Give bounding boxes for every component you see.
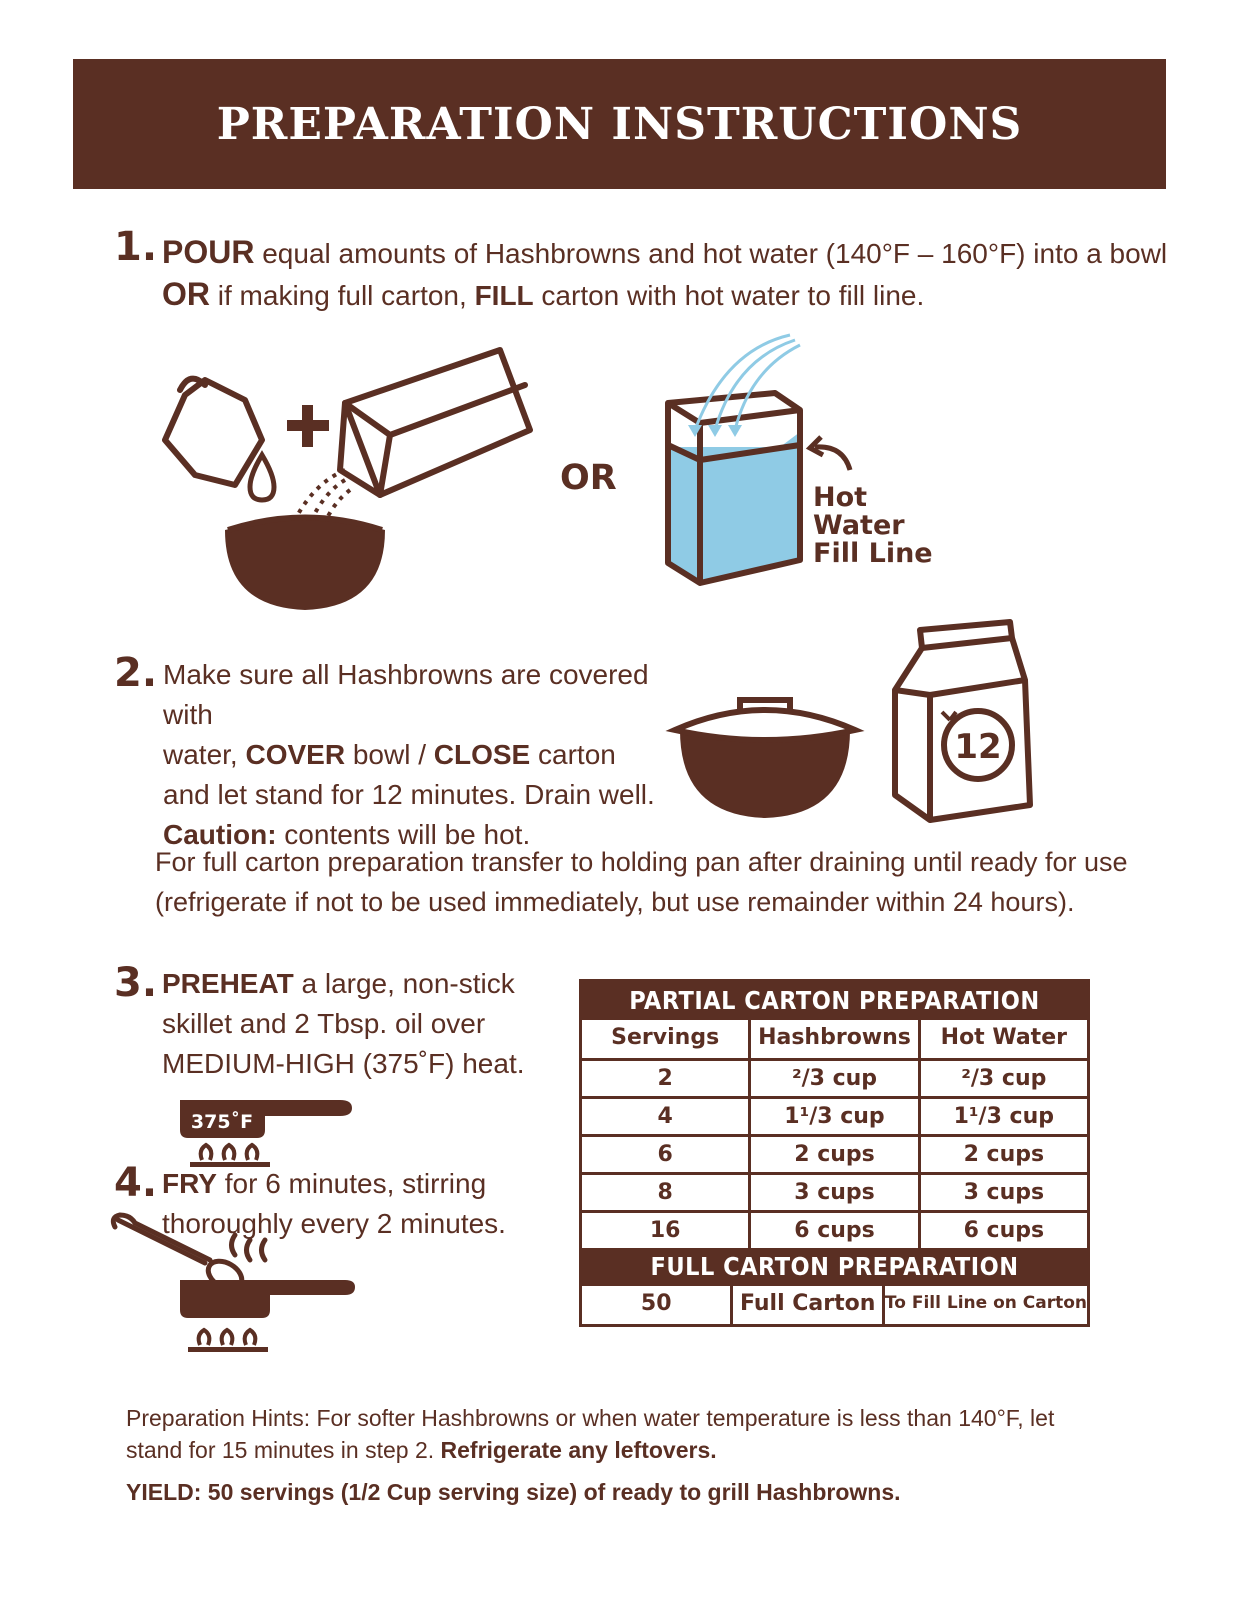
table-row bbox=[582, 1096, 1087, 1134]
step-2-cover-keyword: COVER bbox=[245, 739, 346, 770]
full-carton-note bbox=[155, 842, 1215, 922]
step-4-line2: thoroughly every 2 minutes. bbox=[162, 1208, 506, 1239]
step-1-line2-end: carton with hot water to fill line. bbox=[533, 280, 925, 311]
table-header-row bbox=[582, 1020, 1087, 1058]
step-1-or-keyword: OR bbox=[162, 276, 210, 312]
hashbrowns-cell: 2 cups bbox=[748, 1137, 917, 1172]
step-2-line2c: bowl / bbox=[345, 739, 434, 770]
title-banner bbox=[73, 59, 1166, 189]
hints-line2: stand for 15 minutes in step 2. bbox=[126, 1437, 441, 1463]
preparation-hints bbox=[126, 1402, 1206, 1466]
servings-cell: 4 bbox=[657, 1104, 673, 1129]
step-2-line3: and let stand for 12 minutes. Drain well. bbox=[163, 779, 655, 810]
full-carton-note-line2: (refrigerate if not to be used immediately, but use remainder within 24 hours). bbox=[155, 887, 1075, 917]
table-row bbox=[582, 1172, 1087, 1210]
measuring-cup-icon bbox=[165, 380, 262, 485]
step-1-line2: if making full carton, bbox=[210, 280, 475, 311]
servings-cell: 8 bbox=[657, 1180, 673, 1205]
burner-flame-icon bbox=[201, 1145, 258, 1160]
frying-illustration bbox=[110, 1215, 360, 1395]
water-drop-icon bbox=[250, 455, 274, 500]
plus-icon bbox=[287, 405, 329, 447]
timer-value: 12 bbox=[954, 727, 1002, 767]
column-header-servings: Servings bbox=[611, 1025, 720, 1050]
hashbrowns-cell: 6 cups bbox=[748, 1213, 917, 1248]
step-2-text bbox=[163, 655, 683, 855]
fill-line-label-fill-line: Fill Line bbox=[813, 538, 933, 569]
page-title: PREPARATION INSTRUCTIONS bbox=[216, 98, 1023, 150]
pan-temperature: 375˚F bbox=[190, 1111, 254, 1133]
hot-water-cell: 2 cups bbox=[918, 1137, 1087, 1172]
step-2-line2a: water, bbox=[163, 739, 246, 770]
preparation-table bbox=[579, 979, 1090, 1327]
step-1-text bbox=[162, 232, 1212, 316]
hot-water-cell: To Fill Line on Carton bbox=[882, 1286, 1087, 1324]
full-carton-row bbox=[582, 1286, 1087, 1324]
step-3-line1: a large, non-stick bbox=[293, 968, 515, 999]
step-2-caution-keyword: Caution: bbox=[163, 819, 277, 850]
hot-water-cell: 3 cups bbox=[918, 1175, 1087, 1210]
hashbrowns-cell: 1¹/3 cup bbox=[748, 1099, 917, 1134]
full-carton-note-line1: For full carton preparation transfer to holding pan after draining until ready for use bbox=[155, 847, 1128, 877]
closed-carton-icon bbox=[890, 620, 1040, 830]
hints-refrigerate: Refrigerate any leftovers. bbox=[440, 1437, 717, 1463]
step-1-line1: equal amounts of Hashbrowns and hot water (140°F – 160°F) into a bowl bbox=[254, 238, 1168, 269]
step-3-number: 3. bbox=[114, 960, 158, 1006]
hot-water-cell: ²/3 cup bbox=[918, 1061, 1087, 1096]
step-2-line2e: carton bbox=[530, 739, 616, 770]
or-label: OR bbox=[560, 458, 617, 498]
hashbrowns-cell: 3 cups bbox=[748, 1175, 917, 1210]
table-row bbox=[582, 1134, 1087, 1172]
full-carton-header: FULL CARTON PREPARATION bbox=[582, 1248, 1087, 1286]
step-2-number: 2. bbox=[114, 650, 158, 696]
hints-line1: Preparation Hints: For softer Hashbrowns or when water temperature is less than 140°F, let bbox=[126, 1405, 1055, 1431]
hashbrowns-cell: Full Carton bbox=[730, 1286, 881, 1324]
bowl-icon bbox=[225, 518, 385, 611]
burner-flame-icon bbox=[199, 1330, 256, 1345]
fill-line-arrow-icon bbox=[810, 437, 850, 470]
steam-icon bbox=[232, 1235, 266, 1260]
hashbrowns-cell: ²/3 cup bbox=[748, 1061, 917, 1096]
pour-illustration bbox=[150, 345, 530, 615]
table-row bbox=[582, 1058, 1087, 1096]
step-2-line4: contents will be hot. bbox=[276, 819, 531, 850]
step-1-pour-keyword: POUR bbox=[162, 234, 255, 270]
hot-water-cell: 1¹/3 cup bbox=[918, 1099, 1087, 1134]
step-3-preheat-keyword: PREHEAT bbox=[162, 968, 294, 999]
step-4-line1: for 6 minutes, stirring bbox=[216, 1168, 487, 1199]
step-1-fill-keyword: FILL bbox=[474, 280, 534, 311]
fill-line-label-hot: Hot bbox=[813, 482, 868, 513]
column-header-hot-water: Hot Water bbox=[918, 1020, 1087, 1058]
fill-line-label bbox=[813, 484, 933, 568]
servings-cell: 50 bbox=[640, 1291, 672, 1316]
servings-cell: 2 bbox=[657, 1066, 673, 1091]
servings-cell: 16 bbox=[649, 1218, 681, 1243]
step-3-text bbox=[162, 964, 562, 1084]
table-row bbox=[582, 1210, 1087, 1248]
step-2-line1: Make sure all Hashbrowns are covered with bbox=[163, 659, 649, 730]
step-2-close-keyword: CLOSE bbox=[433, 739, 531, 770]
step-4-fry-keyword: FRY bbox=[162, 1168, 217, 1199]
step-4-number: 4. bbox=[114, 1160, 158, 1206]
column-header-hashbrowns: Hashbrowns bbox=[748, 1020, 917, 1058]
hot-water-cell: 6 cups bbox=[918, 1213, 1087, 1248]
partial-carton-header: PARTIAL CARTON PREPARATION bbox=[582, 982, 1087, 1020]
spoon-icon bbox=[113, 1215, 210, 1260]
step-3-line2: skillet and 2 Tbsp. oil over bbox=[162, 1008, 486, 1039]
servings-cell: 6 bbox=[657, 1142, 673, 1167]
step-1-number: 1. bbox=[114, 224, 158, 270]
fill-line-label-water: Water bbox=[813, 510, 905, 541]
yield-statement: YIELD: 50 servings (1/2 Cup serving size) of ready to grill Hashbrowns. bbox=[126, 1479, 901, 1505]
step-3-line3: MEDIUM-HIGH (375˚F) heat. bbox=[162, 1048, 525, 1079]
covered-bowl-icon bbox=[670, 690, 860, 820]
